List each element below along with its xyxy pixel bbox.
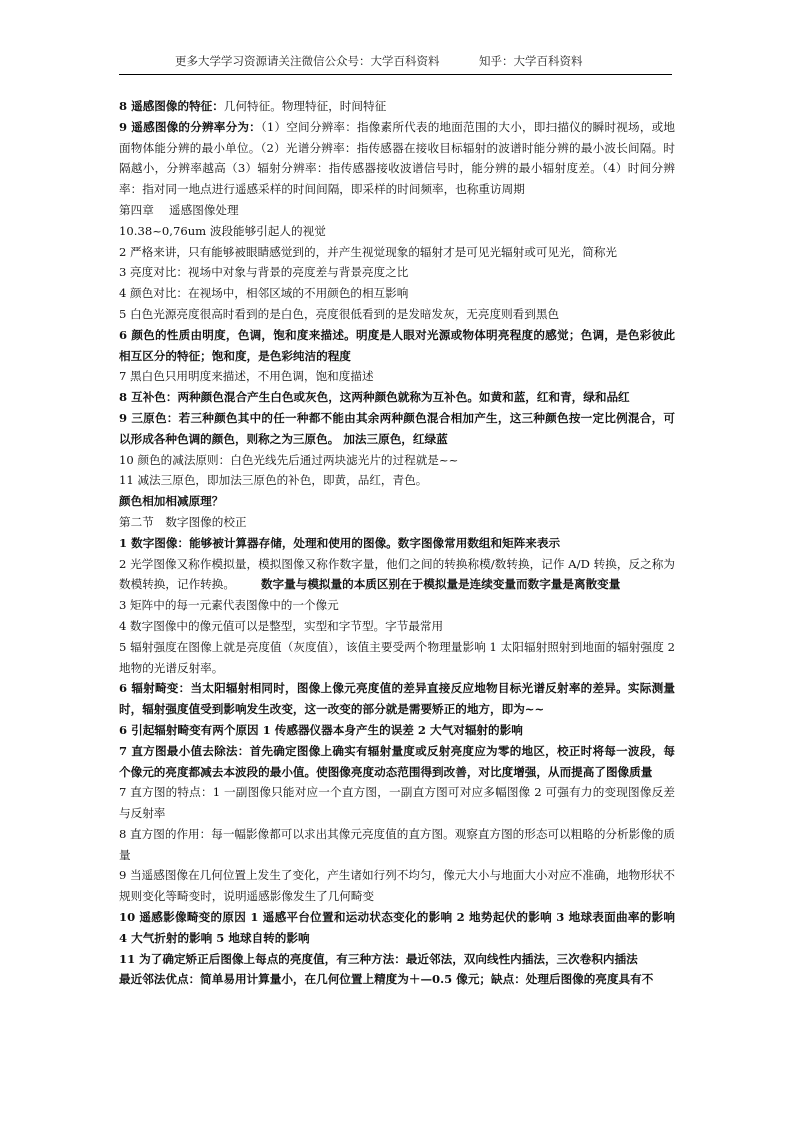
paragraph: 11 减法三原色，即加法三原色的补色，即黄，品红，青色。 bbox=[119, 473, 428, 488]
paragraph: 3 亮度对比：视场中对象与背景的亮度差与背景亮度之比 bbox=[119, 265, 409, 280]
paragraph: 9 当遥感图像在几何位置上发生了变化，产生诸如行列不均匀，像元大小与地面大小对应不准确，地物形状不规则变化等畸变时，说明遥感影像发生了几何畸变 bbox=[119, 868, 675, 904]
paragraph-bold: 6 辐射畸变：当太阳辐射相同时，图像上像元亮度值的差异直接反应地物目标光谱反射率的差异。实际测量时，辐射强度值受到影响发生改变，这一改变的部分就是需要矫正的地方，即为~~ bbox=[119, 681, 675, 717]
paragraph bbox=[119, 96, 675, 117]
paragraph-lead: 8 遥感图像的特征： bbox=[119, 99, 224, 113]
paragraph-bold: 8 互补色：两种颜色混合产生白色或灰色，这两种颜色就称为互补色。如黄和蓝，红和青，绿和品红 bbox=[119, 390, 630, 405]
paragraph-bold: 1 数字图像：能够被计算器存储，处理和使用的图像。数字图像常用数组和矩阵来表示 bbox=[119, 535, 561, 550]
chapter-heading: 第四章 遥感图像处理 bbox=[119, 202, 239, 217]
paragraph-bold: 6 颜色的性质由明度，色调，饱和度来描述。明度是人眼对光源或物体明亮程度的感觉；色调，是色彩彼此相互区分的特征；饱和度，是色彩纯洁的程度 bbox=[119, 327, 675, 363]
paragraph-emphasis: 数字量与模拟量的本质区别在于模拟量是连续变量而数字量是离散变量 bbox=[260, 577, 621, 592]
paragraph-text: 几何特征。物理特征，时间特征 bbox=[223, 99, 387, 113]
paragraph-text: （1）空间分辨率：指像素所代表的地面范围的大小，即扫描仪的瞬时视场，或地面物体能分辨的最小单位。（2）光谱分辨率：指传感器在接收目标辐射的波谱时能分辨的最小波长间隔。时隔越小，分辨率越高（3）辐射分辨率：指传感器接收波谱信号时，能分辨的最小辐射度差。（4）时间分辨率：指对同一地点进行遥感采样的时间间隔，即采样的时间频率，也称重访周期 bbox=[119, 119, 675, 197]
paragraph: 4 数字图像中的像元值可以是整型，实型和字节型。字节最常用 bbox=[119, 618, 444, 633]
paragraph-bold: 10 遥感影像畸变的原因 1 遥感平台位置和运动状态变化的影响 2 地势起伏的影响 3 地球表面曲率的影响 4 大气折射的影响 5 地球自转的影响 bbox=[119, 910, 675, 945]
paragraph-bold: 7 直方图最小值去除法：首先确定图像上确实有辐射量度或反射亮度应为零的地区，校正时将每一波段，每个像元的亮度都减去本波段的最小值。使图像亮度动态范围得到改善，对比度增强，从而提高了图像质量 bbox=[119, 743, 675, 779]
paragraph: 5 辐射强度在图像上就是亮度值（灰度值），该值主要受两个物理量影响 1 太阳辐射照射到地面的辐射强度 2 地物的光谱反射率。 bbox=[119, 639, 675, 675]
page-header bbox=[119, 48, 672, 75]
paragraph-lead: 9 遥感图像的分辨率分为： bbox=[119, 119, 261, 134]
section-heading: 第二节 数字图像的校正 bbox=[119, 514, 247, 529]
document-body bbox=[119, 96, 675, 990]
header-right-text: 知乎：大学百科资料 bbox=[479, 54, 583, 68]
paragraph-bold: 9 三原色：若三种颜色其中的任一种都不能由其余两种颜色混合相加产生，这三种颜色按一定比例混合，可以形成各种色调的颜色，则称之为三原色。 加法三原色，红绿蓝 bbox=[119, 410, 675, 446]
paragraph: 4 颜色对比：在视场中，相邻区域的不用颜色的相互影响 bbox=[119, 286, 409, 301]
paragraph-bold: 11 为了确定矫正后图像上每点的亮度值，有三种方法：最近邻法，双向线性内插法，三次卷积内插法 bbox=[119, 951, 638, 966]
paragraph bbox=[119, 554, 675, 596]
paragraph: 10 颜色的减法原则：白色光线先后通过两块滤光片的过程就是~~ bbox=[119, 452, 459, 467]
paragraph: 10.38~0,76um 波段能够引起人的视觉 bbox=[119, 223, 326, 238]
paragraph-text: 2 光学图像又称作模拟量，模拟图像又称作数字量，他们之间的转换称模/数转换，记作 A/D 转换，反之称为数模转换，记作转换。 bbox=[119, 556, 675, 592]
header-left-text: 更多大学学习资源请关注微信公众号：大学百科资料 bbox=[175, 54, 440, 68]
question-heading: 颜色相加相减原理？ bbox=[119, 494, 224, 509]
paragraph: 7 黑白色只用明度来描述，不用色调，饱和度描述 bbox=[119, 369, 374, 384]
paragraph: 2 严格来讲，只有能够被眼睛感觉到的，并产生视觉现象的辐射才是可见光辐射或可见光，简称光 bbox=[119, 244, 618, 259]
paragraph-bold: 最近邻法优点：简单易用计算量小，在几何位置上精度为＋—0.5 像元；缺点：处理后图像的亮度具有不 bbox=[119, 972, 654, 987]
paragraph bbox=[119, 117, 675, 200]
paragraph: 8 直方图的作用：每一幅影像都可以求出其像元亮度值的直方图。观察直方图的形态可以粗略的分析影像的质量 bbox=[119, 826, 675, 862]
paragraph-bold: 6 引起辐射畸变有两个原因 1 传感器仪器本身产生的误差 2 大气对辐射的影响 bbox=[119, 722, 523, 737]
paragraph: 3 矩阵中的每一元素代表图像中的一个像元 bbox=[119, 598, 339, 613]
paragraph: 7 直方图的特点：1 一副图像只能对应一个直方图，一副直方图可对应多幅图像 2 可强有力的变现图像反差与反射率 bbox=[119, 785, 675, 821]
paragraph: 5 白色光源亮度很高时看到的是白色，亮度很低看到的是发暗发灰，无亮度则看到黑色 bbox=[119, 306, 560, 321]
